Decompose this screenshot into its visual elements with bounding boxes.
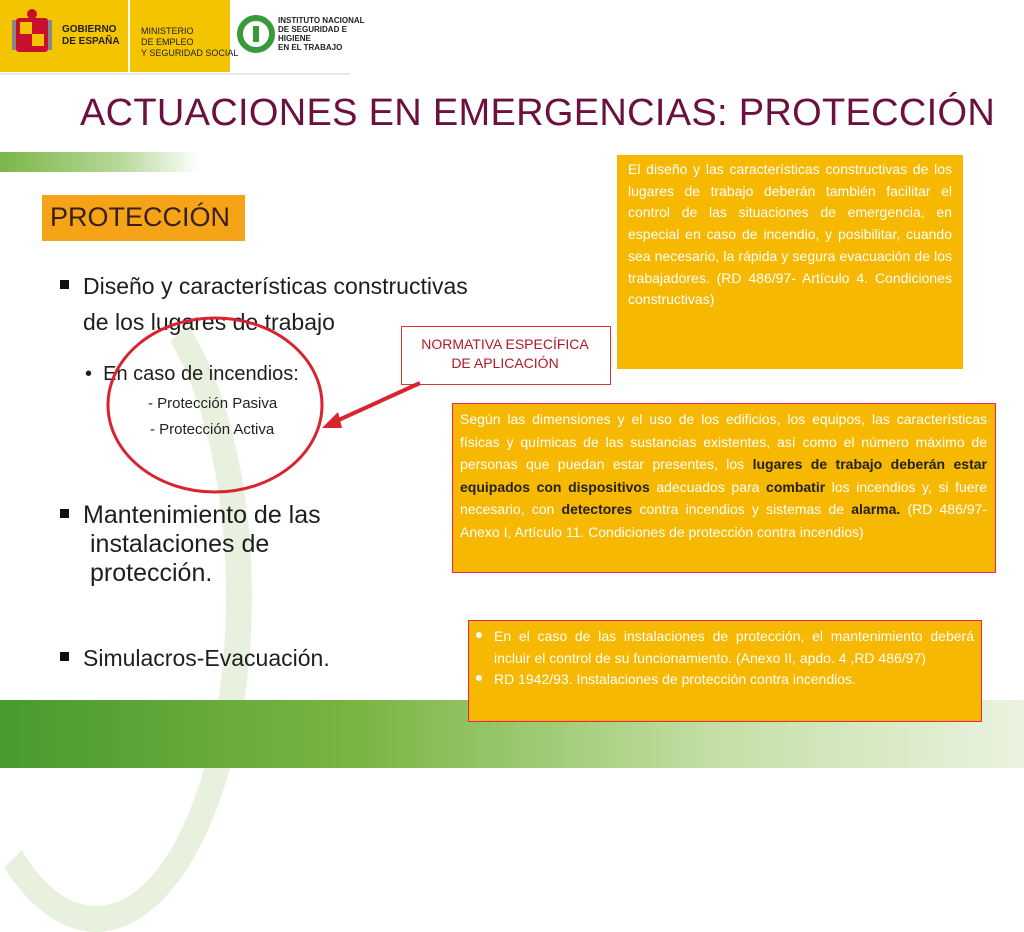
page-title: ACTUACIONES EN EMERGENCIAS: PROTECCIÓN: [80, 92, 996, 134]
gobierno-text: GOBIERNO DE ESPAÑA: [62, 24, 120, 47]
list-item: RD 1942/93. Instalaciones de protección contra incendios.: [476, 669, 974, 691]
sub-bullet-incendios: • En caso de incendios:: [85, 363, 299, 385]
instituto-text: INSTITUTO NACIONAL DE SEGURIDAD E HIGIENE EN EL TRABAJO: [278, 16, 365, 52]
arrow-head-icon: [322, 412, 342, 428]
bullet-diseno: Diseño y características constructivas de los lugares de trabajo: [60, 268, 468, 340]
round-bullet-icon: •: [85, 363, 93, 385]
bullet-mantenimiento: Mantenimiento de las instalaciones de protección.: [60, 501, 321, 588]
mantenimiento-info-text: [476, 626, 974, 691]
arrow-line: [332, 383, 420, 423]
section-label: PROTECCIÓN: [50, 202, 231, 232]
list-item: En el caso de las instalaciones de protección, el mantenimiento deberá incluir el control de su funcionamiento. (Anexo II, apdo. 4 ,RD 486/97): [476, 626, 974, 669]
highlight-circle: [108, 318, 322, 492]
incendios-info-text: Según las dimensiones y el uso de los edificios, los equipos, las características físicas y químicas de las sustancias existentes, así como el número máximo de personas que puedan estar presentes, los lugares de trabajo deberán estar equipados con dispositivos adecuados para combatir los incendios y, si fuere necesario, con detectores contra incendios y sistemas de alarma. (RD 486/97- Anexo I, Artículo 11. Condiciones de protección contra incendios): [460, 411, 987, 540]
round-bullet-icon: [476, 675, 482, 681]
round-bullet-icon: [476, 632, 482, 638]
ministerio-text: MINISTERIO DE EMPLEO Y SEGURIDAD SOCIAL: [141, 26, 239, 58]
proteccion-pasiva: - Protección Pasiva: [148, 395, 278, 412]
proteccion-activa: - Protección Activa: [150, 421, 275, 438]
bullet-simulacros: Simulacros-Evacuación.: [60, 645, 330, 672]
diseno-info-text: El diseño y las características constructivas de los lugares de trabajo deberán también facilitar el control de las situaciones de emergencia, en especial en caso de incendio, y posibilitar, cuando sea necesario, la rápida y segura evacuación de los trabajadores. (RD 486/97- Artículo 4. Condiciones constructivas): [628, 161, 952, 308]
normativa-label: NORMATIVA ESPECÍFICA DE APLICACIÓN: [421, 336, 589, 371]
